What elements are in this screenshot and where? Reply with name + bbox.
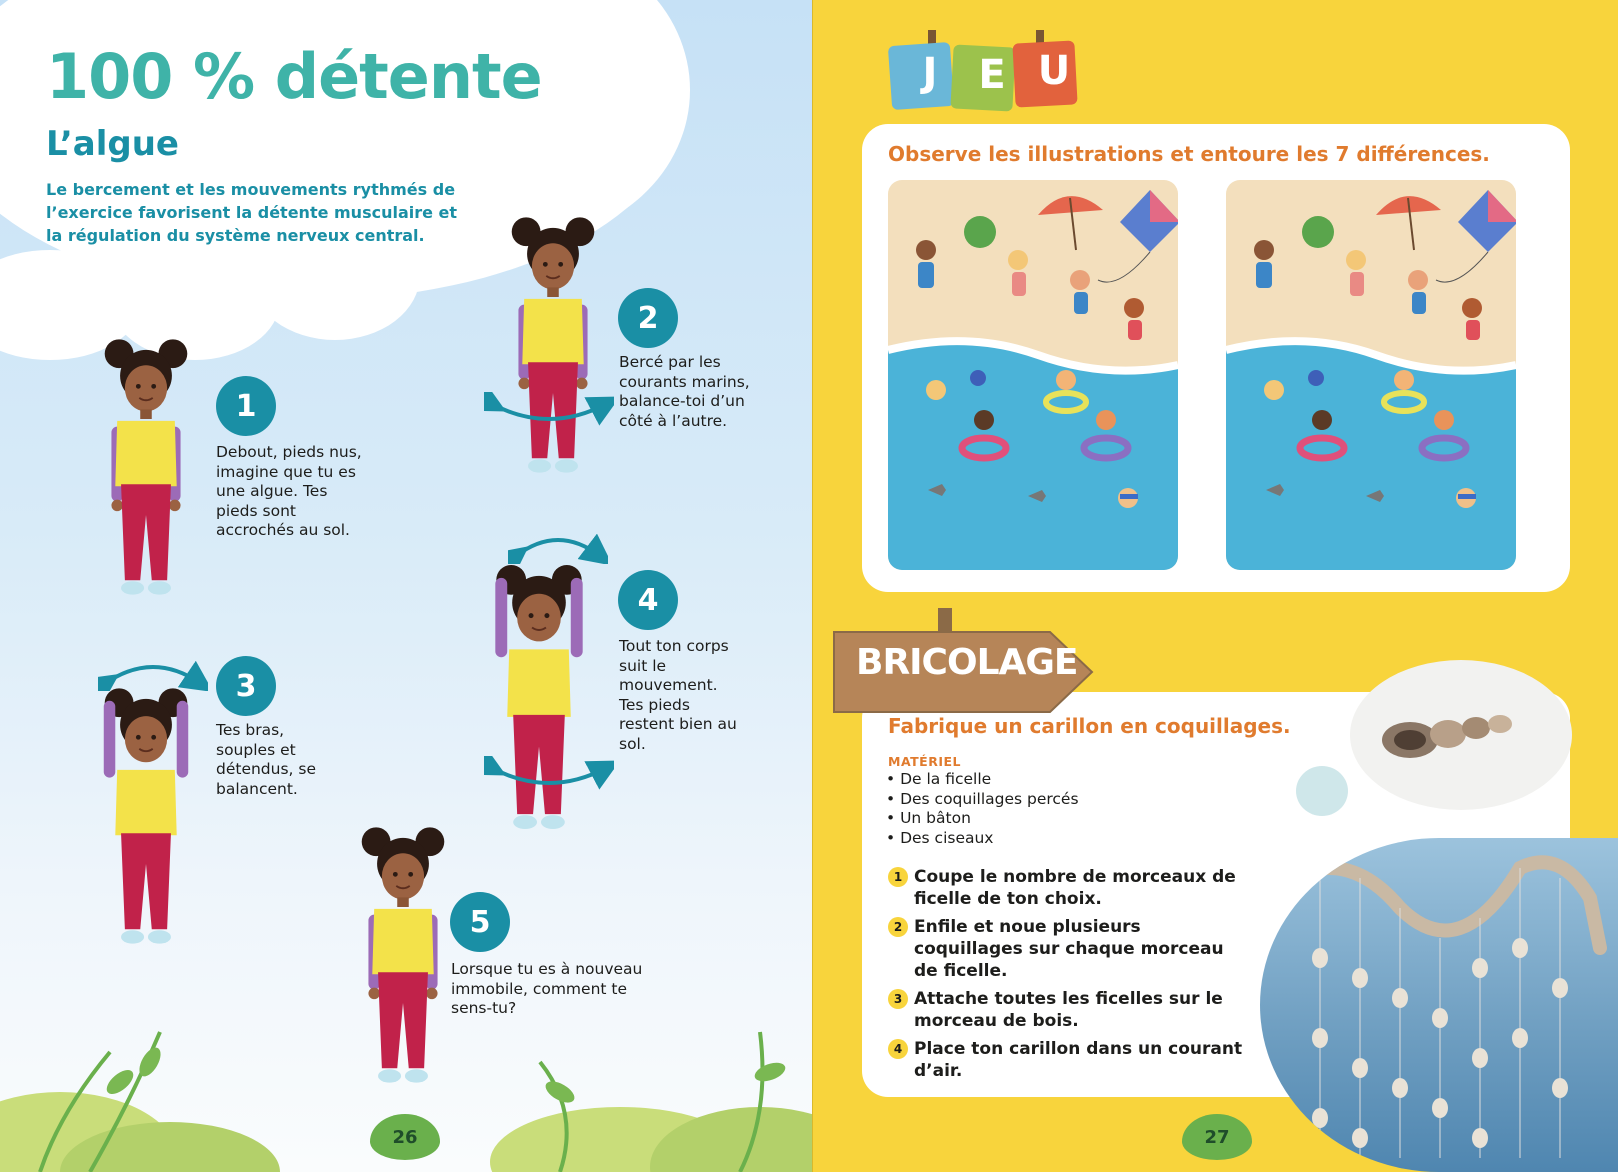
page-title: 100 % détente: [46, 40, 542, 113]
intro-text: Le bercement et les mouvements rythmés de l’exercice favorisent la détente musculaire et la régulation du système nerveux central.: [46, 180, 458, 245]
step-4-number: 4: [618, 570, 678, 630]
step-5-number: 5: [450, 892, 510, 952]
step-2-number: 2: [618, 288, 678, 348]
step-1-number: 1: [216, 376, 276, 436]
girl-illustration-1: [98, 322, 194, 612]
girl-illustration-2: [505, 205, 601, 485]
shell-icon: [1378, 704, 1518, 764]
swing-arrow-icon: [484, 392, 614, 432]
step-number-badge: 4: [888, 1039, 908, 1059]
step-text: Place ton carillon dans un courant d’air.: [914, 1039, 1243, 1081]
beach-illustration-right[interactable]: [1226, 180, 1516, 570]
step-3-number: 3: [216, 656, 276, 716]
material-item: • De la ficelle: [886, 770, 992, 788]
swing-arrow-icon: [508, 528, 608, 564]
chime-photo: [1260, 838, 1618, 1172]
material-item: • Des ciseaux: [886, 828, 994, 847]
step-2-text: Bercé par les courants marins, balance-toi d’un côté à l’autre.: [619, 353, 750, 430]
step-number-badge: 1: [888, 867, 908, 887]
jeu-letter-e: E: [978, 52, 1006, 98]
step-number-badge: 3: [888, 989, 908, 1009]
swing-arrow-icon: [98, 655, 208, 691]
small-bubble: [1296, 766, 1348, 816]
exercise-subtitle: L’algue: [46, 124, 179, 164]
jeu-letter-u: U: [1037, 48, 1071, 94]
step-5-text: Lorsque tu es à nouveau immobile, comment te sens-tu?: [451, 960, 643, 1017]
page-number: 27: [1182, 1114, 1252, 1160]
material-item: • Des coquillages percés: [886, 789, 1079, 808]
bricolage-step: [888, 916, 1268, 982]
materials-list: [886, 770, 1079, 848]
material-item: • Un bâton: [886, 809, 971, 827]
step-text: Coupe le nombre de morceaux de ficelle de ton choix.: [914, 867, 1236, 909]
bricolage-step: [888, 988, 1268, 1032]
step-4-text: Tout ton corps suit le mouvement. Tes pieds restent bien au sol.: [619, 637, 737, 753]
bricolage-steps: [888, 866, 1268, 1088]
page-number: 26: [370, 1114, 440, 1160]
step-3-text: Tes bras, souples et détendus, se balancent.: [216, 721, 317, 798]
bricolage-title: Fabrique un carillon en coquillages.: [888, 714, 1291, 738]
jeu-letter-j: J: [922, 50, 938, 96]
jeu-instruction: Observe les illustrations et entoure les 7 différences.: [888, 142, 1490, 166]
step-1-text: Debout, pieds nus, imagine que tu es une algue. Tes pieds sont accrochés au sol.: [216, 443, 362, 539]
materials-label: MATÉRIEL: [888, 754, 961, 769]
step-number-badge: 2: [888, 917, 908, 937]
swing-arrow-icon: [484, 756, 614, 796]
beach-illustration-left[interactable]: [888, 180, 1178, 570]
bricolage-step: [888, 866, 1268, 910]
bricolage-step: [888, 1038, 1268, 1082]
step-text: Enfile et noue plusieurs coquillages sur chaque morceau de ficelle.: [914, 917, 1224, 981]
bricolage-sign-label: BRICOLAGE: [856, 642, 1078, 683]
step-text: Attache toutes les ficelles sur le morceau de bois.: [914, 989, 1223, 1031]
girl-illustration-3: [98, 668, 194, 964]
